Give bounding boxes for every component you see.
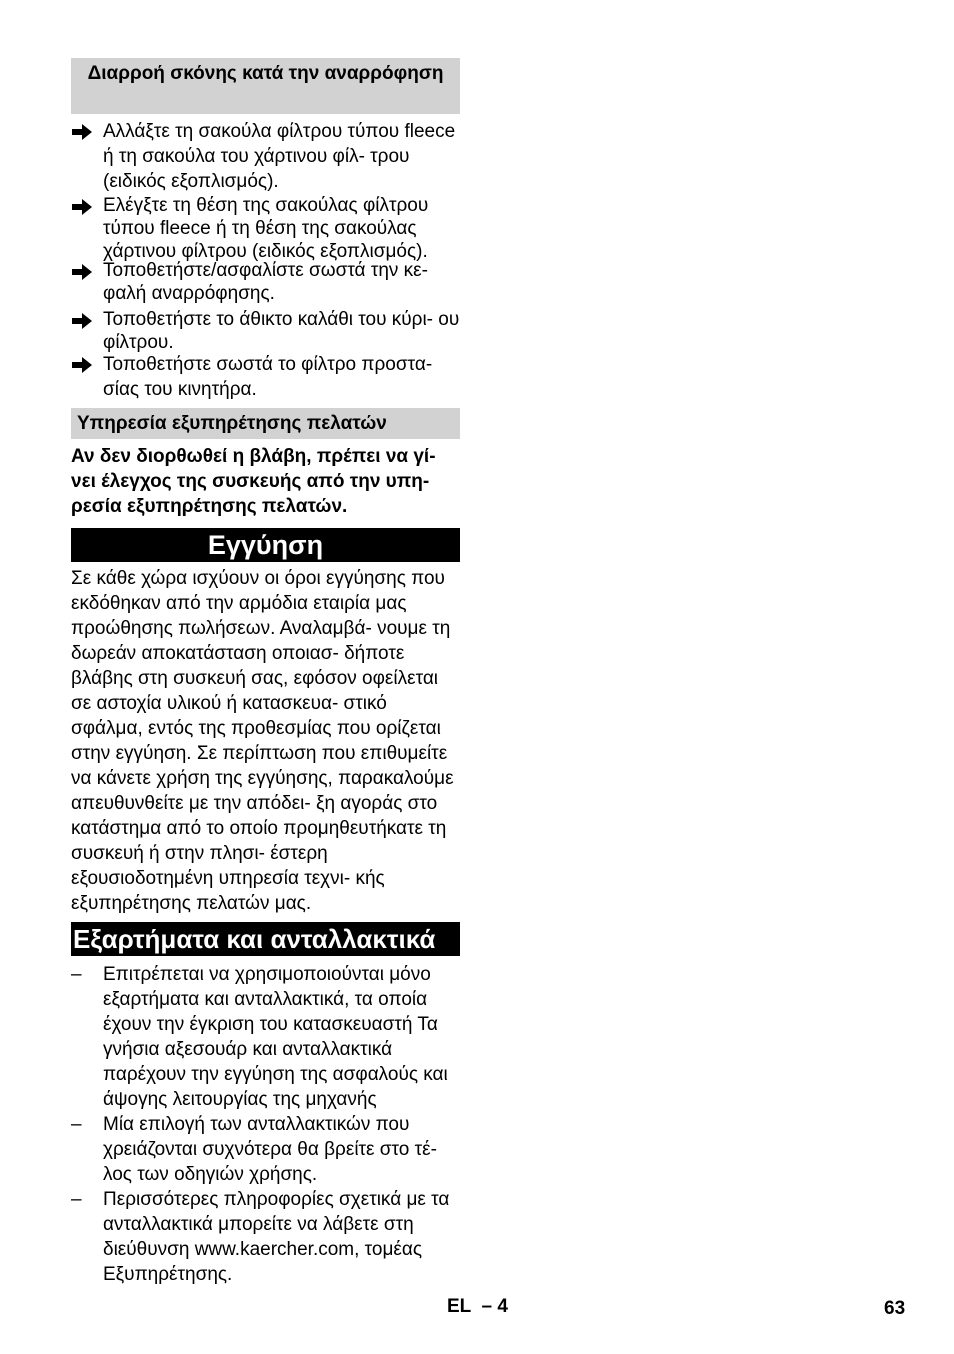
footer-page-number: 63 <box>884 1298 906 1319</box>
section-heading-customer-service: Υπηρεσία εξυπηρέτησης πελατών <box>71 408 460 439</box>
warranty-text: Σε κάθε χώρα ισχύουν οι όροι εγγύησης που εκδόθηκαν από την αρμόδια εταιρία μας προώθησης πωλήσεων. Αναλαμβά- νουμε τη δωρεάν αποκατάσταση οποιασ- δήποτε βλάβης στη συσκευή σας, εφόσον οφείλεται σε αστοχία υλικού ή κατασκευα- στικό σφάλμα, εντός της προθεσμίας που ορίζεται στην εγγύηση. Σε περίπτωση που επιθυμείτε να κάνετε χρήση της εγγύησης, παρακαλούμε απευθυνθείτε με την απόδει- ξη αγοράς στο κατάστημα από το οποίο προμηθευτήκατε τη συσκευή ή στην πλησι- έστερη εξουσιοδοτημένη υπηρεσία τεχνι- κής εξυπηρέτησης πελατών μας. <box>71 568 454 914</box>
list-item: Τοποθετήστε το άθικτο καλάθι του κύρι- ου φίλτρου. <box>71 308 460 352</box>
list-item: Αλλάξτε τη σακούλα φίλτρου τύπου fleece ή τη σακούλα του χάρτινου φίλ- τρου (ειδικός εξοπλισμός). <box>71 119 460 194</box>
main-column <box>71 58 460 1287</box>
customer-service-text: Αν δεν διορθωθεί η βλάβη, πρέπει να γί- νει έλεγχος της συσκευής από την υπη- ρεσία εξυπηρέτησης πελατών. <box>71 446 436 517</box>
list-item: Τοποθετήστε/ασφαλίστε σωστά την κε- φαλή αναρρόφησης. <box>71 259 460 308</box>
accessories-list <box>71 962 460 1287</box>
dust-leak-remedies-list <box>71 119 460 402</box>
list-item: – Περισσότερες πληροφορίες σχετικά με τα ανταλλακτικά μπορείτε να λάβετε στη διεύθυνση www.kaercher.com, τομέας Εξυπηρέτησης. <box>71 1189 450 1285</box>
dash-marker: – <box>71 1189 82 1210</box>
dash-marker: – <box>71 1114 82 1135</box>
dash-marker: – <box>71 964 82 985</box>
list-item: Τοποθετήστε σωστά το φίλτρο προστα- σίας του κινητήρα. <box>71 352 460 402</box>
list-item: – Μία επιλογή των ανταλλακτικών που χρειάζονται συχνότερα θα βρείτε στο τέ- λος των οδηγιών χρήσης. <box>71 1114 437 1185</box>
list-item: – Επιτρέπεται να χρησιμοποιούνται μόνο εξαρτήματα και ανταλλακτικά, τα οποία έχουν την έγκριση του κατασκευαστή Τα γνήσια αξεσουάρ και ανταλλακτικά παρέχουν την εγγύηση της ασφαλούς και άψογης λειτουργίας της μηχανής <box>71 964 448 1110</box>
section-heading-accessories: Εξαρτήματα και ανταλλακτικά <box>71 922 460 956</box>
section-heading-dust-leak: Διαρροή σκόνης κατά την αναρρόφηση <box>71 58 460 114</box>
section-heading-warranty: Εγγύηση <box>71 528 460 562</box>
list-item: Ελέγξτε τη θέση της σακούλας φίλτρου τύπου fleece ή τη θέση της σακούλας χάρτινου φίλτρου (ειδικός εξοπλισμός). <box>71 194 460 259</box>
footer-language-page: EL – 4 <box>447 1296 508 1317</box>
